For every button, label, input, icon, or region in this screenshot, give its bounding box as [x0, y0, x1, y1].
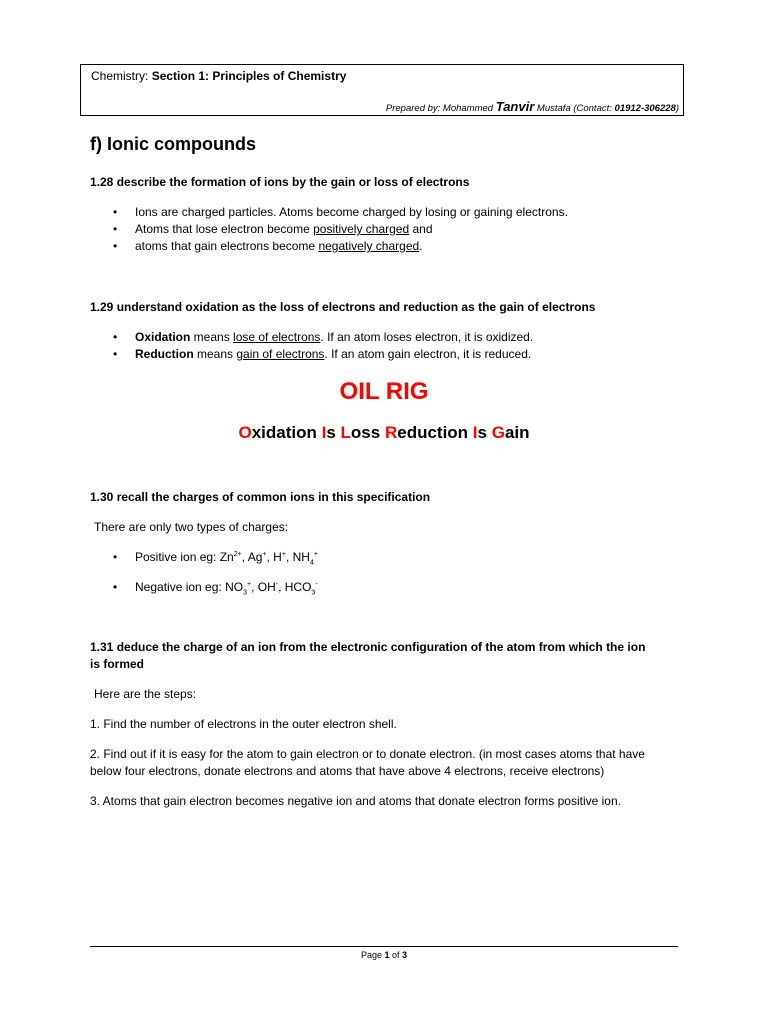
positive-ions-item: Positive ion eg: $Zn^{2+}$, Ag+, H+, $NH_4^+$ — [135, 550, 318, 567]
heading-1-30: 1.30 recall the charges of common ions in this specification — [90, 490, 431, 504]
oil-rig-title: OIL RIG — [339, 378, 429, 405]
step-2-cont: below four electrons, donate electrons and atoms that have above 4 electrons, receive electrons) — [90, 764, 605, 778]
bullet-icon: • — [113, 580, 118, 594]
list-item: Oxidation means lose of electrons. If an atom loses electron, it is oxidized. — [135, 330, 534, 344]
heading-1-31: 1.31 deduce the charge of an ion from the electronic configuration of the atom from which the ion — [90, 640, 646, 654]
bullet-icon: • — [113, 330, 118, 344]
heading-1-28: 1.28 describe the formation of ions by the gain or loss of electrons — [90, 175, 470, 189]
list-item: Reduction means gain of electrons. If an atom gain electron, it is reduced. — [135, 347, 532, 361]
list-item: atoms that gain electrons become negatively charged. — [135, 239, 423, 253]
page-number: Page 1 of 3 — [360, 950, 408, 960]
bullet-icon: • — [113, 222, 118, 236]
header-section: Section 1: Principles of Chemistry — [151, 69, 347, 83]
bullet-icon: • — [113, 205, 118, 219]
author-first-name: Tanvir — [495, 99, 535, 114]
step-3: 3. Atoms that gain electron becomes negative ion and atoms that donate electron forms positive ion. — [90, 794, 621, 808]
heading-1-31-cont: is formed — [90, 657, 145, 671]
bullet-icon: • — [113, 550, 118, 564]
step-2: 2. Find out if it is easy for the atom to gain electron or to donate electron. (in most cases atoms that have — [90, 747, 645, 761]
footer-divider — [90, 946, 678, 947]
paragraph: There are only two types of charges: — [94, 520, 289, 534]
header-subject: Chemistry: Section 1: Principles of Chemistry — [91, 69, 347, 83]
header-prepared-by: Prepared by: Mohammed Tanvir Mustafa (Contact: 01912-306228) — [385, 99, 679, 114]
contact-number: 01912-306228 — [614, 103, 676, 114]
page-title: f) Ionic compounds — [90, 134, 256, 154]
bullet-icon: • — [113, 239, 118, 253]
list-item: Ions are charged particles. Atoms become charged by losing or gaining electrons. — [135, 205, 568, 219]
negative-ions-item: Negative ion eg: $NO_3^+$, OH-, $HCO_3^-$ — [135, 580, 318, 597]
paragraph: Here are the steps: — [94, 687, 197, 701]
oil-rig-mnemonic: Oxidation Is Loss Reduction Is Gain — [238, 423, 530, 442]
step-1: 1. Find the number of electrons in the outer electron shell. — [90, 717, 397, 731]
list-item: Atoms that lose electron become positively charged and — [135, 222, 433, 236]
header-box — [80, 64, 684, 116]
heading-1-29: 1.29 understand oxidation as the loss of electrons and reduction as the gain of electrons — [90, 300, 596, 314]
bullet-icon: • — [113, 347, 118, 361]
